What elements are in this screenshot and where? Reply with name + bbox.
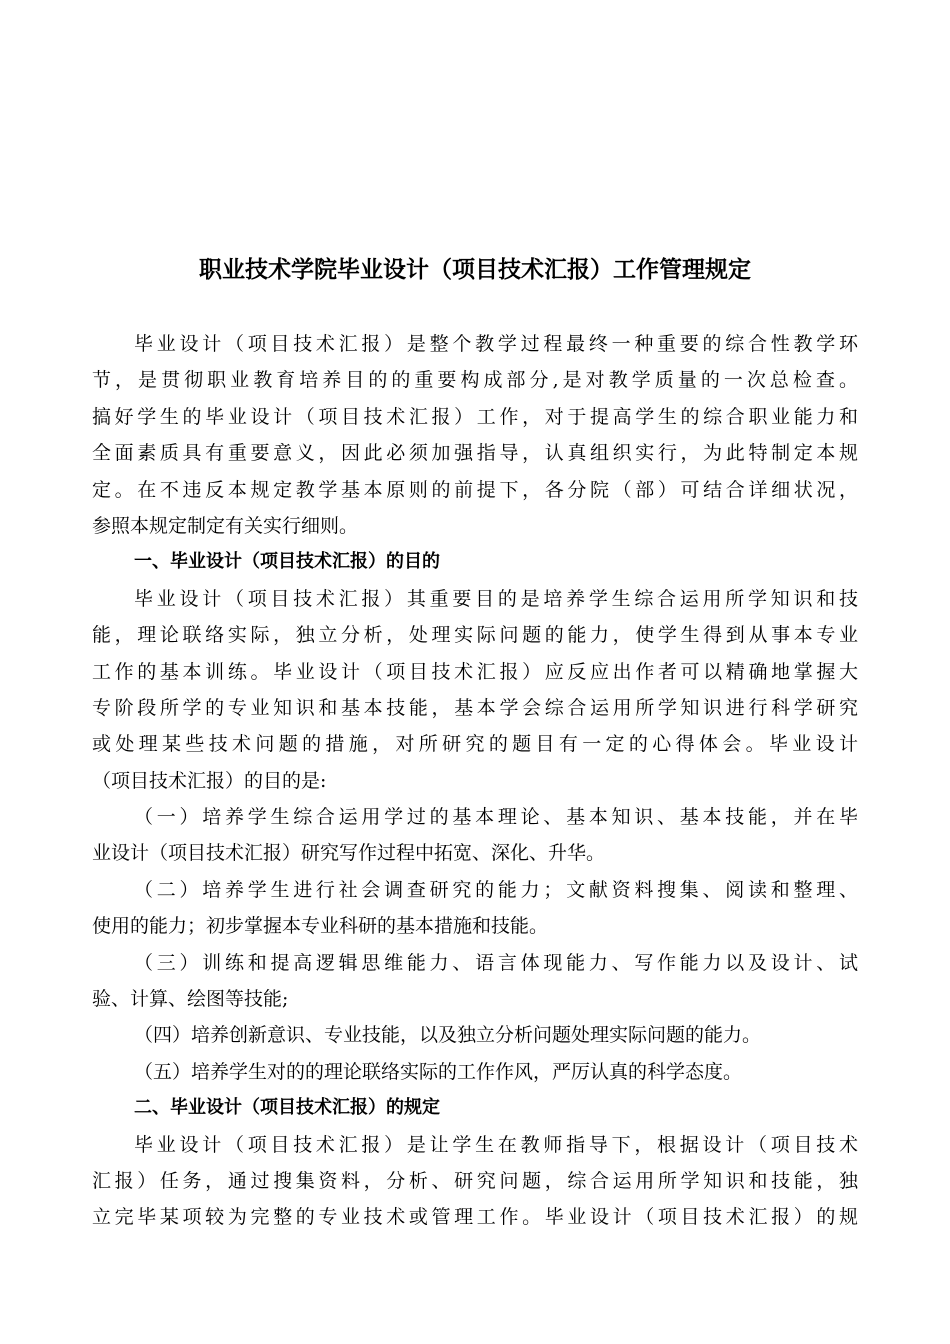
body-line: （项目技术汇报）的目的是: — [92, 769, 327, 792]
body-line: 工作的基本训练。毕业设计（项目技术汇报）应反应出作者可以精确地掌握大 — [92, 660, 858, 683]
list-item-line: 使用的能力；初步掌握本专业科研的基本措施和技能。 — [92, 915, 549, 938]
list-item-line: （一）培养学生综合运用学过的基本理论、基本知识、基本技能，并在毕 — [134, 806, 858, 829]
list-item-line: （三）训练和提高逻辑思维能力、语言体现能力、写作能力以及设计、试 — [134, 951, 858, 974]
body-line: 立完毕某项较为完整的专业技术或管理工作。毕业设计（项目技术汇报）的规 — [92, 1206, 858, 1229]
body-line: 节，是贯彻职业教育培养目的的重要构成部分,是对教学质量的一次总检查。 — [92, 369, 858, 392]
body-line: 全面素质具有重要意义，因此必须加强指导，认真组织实行，为此特制定本规 — [92, 442, 858, 465]
body-line: 能，理论联络实际，独立分析，处理实际问题的能力，使学生得到从事本专业 — [92, 624, 858, 647]
body-line: 毕业设计（项目技术汇报）是让学生在教师指导下，根据设计（项目技术 — [134, 1133, 858, 1156]
section-heading-purpose: 一、毕业设计（项目技术汇报）的目的 — [134, 551, 440, 573]
body-line: 定。在不违反本规定教学基本原则的前提下，各分院（部）可结合详细状况， — [92, 478, 858, 501]
body-line: 搞好学生的毕业设计（项目技术汇报）工作，对于提高学生的综合职业能力和 — [92, 405, 858, 428]
body-line: 汇报）任务，通过搜集资料，分析、研究问题，综合运用所学知识和技能，独 — [92, 1169, 858, 1192]
document-title: 职业技术学院毕业设计（项目技术汇报）工作管理规定 — [199, 257, 751, 283]
body-line: 毕业设计（项目技术汇报）其重要目的是培养学生综合运用所学知识和技 — [134, 587, 858, 610]
list-item-line: （五）培养学生对的的理论联络实际的工作作风，严厉认真的科学态度。 — [134, 1060, 743, 1083]
body-line: 毕业设计（项目技术汇报）是整个教学过程最终一种重要的综合性教学环 — [134, 333, 858, 355]
body-line: 或处理某些技术问题的措施，对所研究的题目有一定的心得体会。毕业设计 — [92, 733, 858, 756]
list-item-line: （四）培养创新意识、专业技能，以及独立分析问题处理实际问题的能力。 — [134, 1024, 762, 1047]
document-body — [92, 326, 858, 1236]
list-item-line: 业设计（项目技术汇报）研究写作过程中拓宽、深化、升华。 — [92, 842, 606, 865]
section-heading-requirements: 二、毕业设计（项目技术汇报）的规定 — [134, 1097, 440, 1119]
list-item-line: （二）培养学生进行社会调查研究的能力；文献资料搜集、阅读和整理、 — [134, 878, 858, 901]
list-item-line: 验、计算、绘图等技能; — [92, 988, 289, 1011]
body-line: 专阶段所学的专业知识和基本技能，基本学会综合运用所学知识进行科学研究 — [92, 696, 858, 719]
body-line: 参照本规定制定有关实行细则。 — [92, 514, 359, 537]
